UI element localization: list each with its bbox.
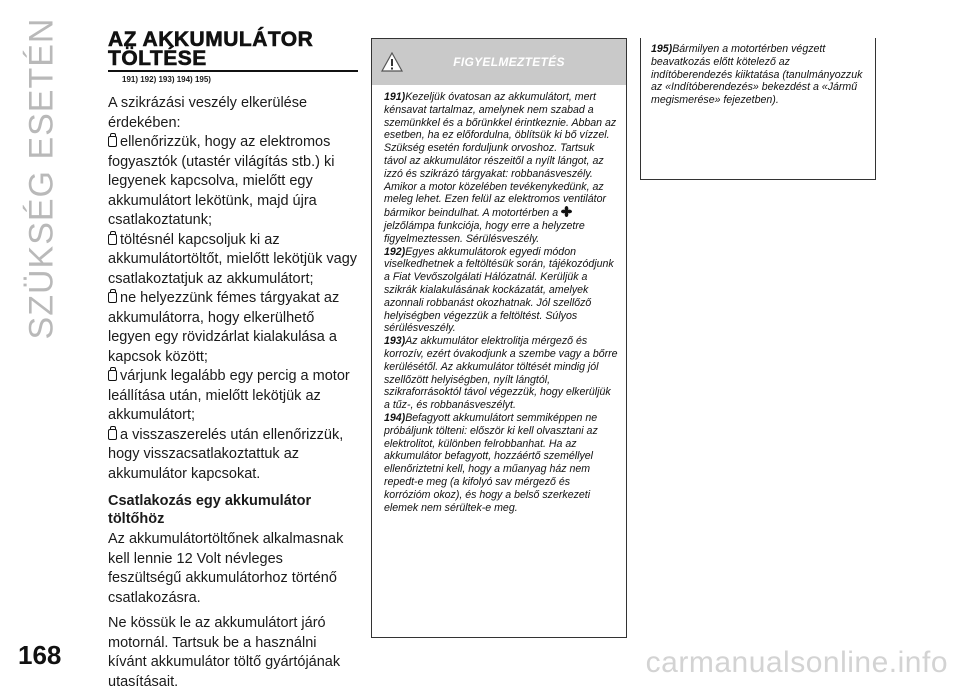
warning-item (384, 412, 618, 514)
checkbox-icon (108, 370, 117, 381)
bullet-item (108, 231, 358, 290)
warning-item-text: jelzőlámpa funkciója, hogy erre a helyzetre figyelmeztessen. Sérülésveszély. (384, 219, 585, 245)
warning-number: 191) (384, 91, 406, 103)
watermark: carmanualsonline.info (645, 646, 948, 679)
checkbox-icon (108, 234, 117, 245)
section-title-line1: AZ AKKUMULÁTOR (108, 28, 314, 51)
warning-title: FIGYELMEZTETÉS (453, 55, 565, 69)
fan-icon (561, 206, 572, 217)
checkbox-icon (108, 429, 117, 440)
bullet-text: ne helyezzünk fémes tárgyakat az akkumulátorra, hogy elkerülhető legyen egy rövidzárlat kialakulása a kapcsok között; (108, 290, 340, 365)
section-title (108, 30, 358, 68)
checkbox-icon (108, 292, 117, 303)
warning-number: 195) (651, 43, 673, 55)
warning-item-text: Az akkumulátor elektrolitja mérgező és korrozív, ezért óvakodjunk a szembe vagy a bőrre kerülésétől. Az akkumulátor töltését mindig jól szellőzött helyiségben, nyílt lángtól, szikraforrásoktól távol végezzük, hogy elkerüljük a tűz-, és robbanásveszélyt. (384, 335, 618, 412)
bullet-text: töltésnél kapcsoljuk ki az akkumulátortöltőt, mielőtt lekötjük vagy csatlakoztatjuk az akkumulátort; (108, 231, 358, 287)
bullet-item (108, 289, 358, 367)
warning-header (372, 39, 626, 85)
warning-number: 193) (384, 335, 406, 348)
page-number: 168 (18, 640, 62, 670)
bullet-item (108, 367, 358, 426)
title-rule (108, 70, 358, 72)
warning-item-text: Kezeljük óvatosan az akkumulátort, mert kénsavat tartalmaz, amelynek nem szabad a szemünkkel és a bőrünkkel érintkeznie. Abban az esetben, ha ez előfordulna, öblítsük ki bő vízzel. Szükség esetén forduljunk orvoshoz. Tartsuk távol az akkumulátor részeitől a nyílt lángot, az izzó és szikrázó tárgyakat: robbanásveszély. Amikor a motor közelében tevékenykedünk, az meleg lehet. Ezen felül az elektromos ventilátor bármikor beindulhat. A motortérben a (384, 91, 617, 220)
warning-item-text: Egyes akkumulátorok egyedi módon viselkedhetnek a feltöltésük során, tájékozódjunk a Fiat Vevőszolgálati Hálózatnál. Kerüljük a szikrák kialakulásának kockázatát, amelyek azonnali robbanást okozhatnak. Jól szellőző helyiségben végezzük a feltöltést. Súlyos sérülésveszély. (384, 245, 614, 335)
chapter-side-title (18, 18, 66, 338)
warning-number: 194) (384, 411, 406, 424)
section-title-line2: TÖLTÉSE (108, 47, 207, 70)
warning-number: 192) (384, 245, 406, 258)
warning-item (384, 335, 618, 412)
main-column (108, 30, 358, 692)
bullet-item (108, 133, 358, 231)
warning-box (371, 38, 627, 638)
checkbox-icon (108, 136, 117, 147)
warning-text (372, 85, 626, 514)
warning-item (651, 43, 867, 107)
bullet-text: a visszaszerelés után ellenőrizzük, hogy visszacsatlakoztattuk az akkumulátor kapcsokat. (108, 426, 344, 482)
warning-triangle-icon (372, 39, 412, 85)
body-text (108, 94, 358, 692)
warning-references: 191) 192) 193) 194) 195) (122, 75, 211, 84)
paragraph: Az akkumulátortöltőnek alkalmasnak kell lennie 12 Volt névleges feszültségű akkumulátorhoz történő csatlakozásra. (108, 531, 344, 606)
subheading: Csatlakozás egy akkumulátor töltőhöz (108, 493, 312, 527)
paragraph: Ne kössük le az akkumulátort járó motornál. Tartsuk be a használni kívánt akkumulátor töltő gyártójának utasításait. (108, 615, 341, 690)
warning-item-text: Befagyott akkumulátort semmiképpen ne próbáljunk tölteni: először ki kell olvasztani az elektrolitot, különben felrobbanhat. Ha az akkumulátor befagyott, hozzáértő személlyel ellenőriztetni kell, hogy a műanyag ház nem repedt-e meg (a kifolyó sav mérgező és korrózióт okoz), és hogy a belső szerkezeti elemek nem sérültek-e meg. (384, 411, 598, 514)
warning-item (384, 246, 618, 336)
warning-item-text: Bármilyen a motortérben végzett beavatkozás előtt kötelező az indítóberendezés kiiktatása (tanulmányozzuk az «Indítóberendezés» bekezdést a «Jármű megismerése» fejezetben). (651, 43, 863, 107)
warning-continuation (640, 38, 876, 180)
chapter-side-title-text: SZÜKSÉG ESETÉN (22, 17, 61, 339)
bullet-text: várjunk legalább egy percig a motor leállítása után, mielőtt lekötjük az akkumulátort; (108, 368, 350, 423)
bullet-item (108, 426, 358, 485)
intro-text: A szikrázási veszély elkerülése érdekében: (108, 95, 308, 131)
bullet-text: ellenőrizzük, hogy az elektromos fogyasztók (utastér világítás stb.) ki legyenek kapcsolva, mielőtt egy akkumulátort lekötünk, majd újra csatlakoztatunk; (108, 134, 335, 228)
warning-item (384, 91, 618, 246)
